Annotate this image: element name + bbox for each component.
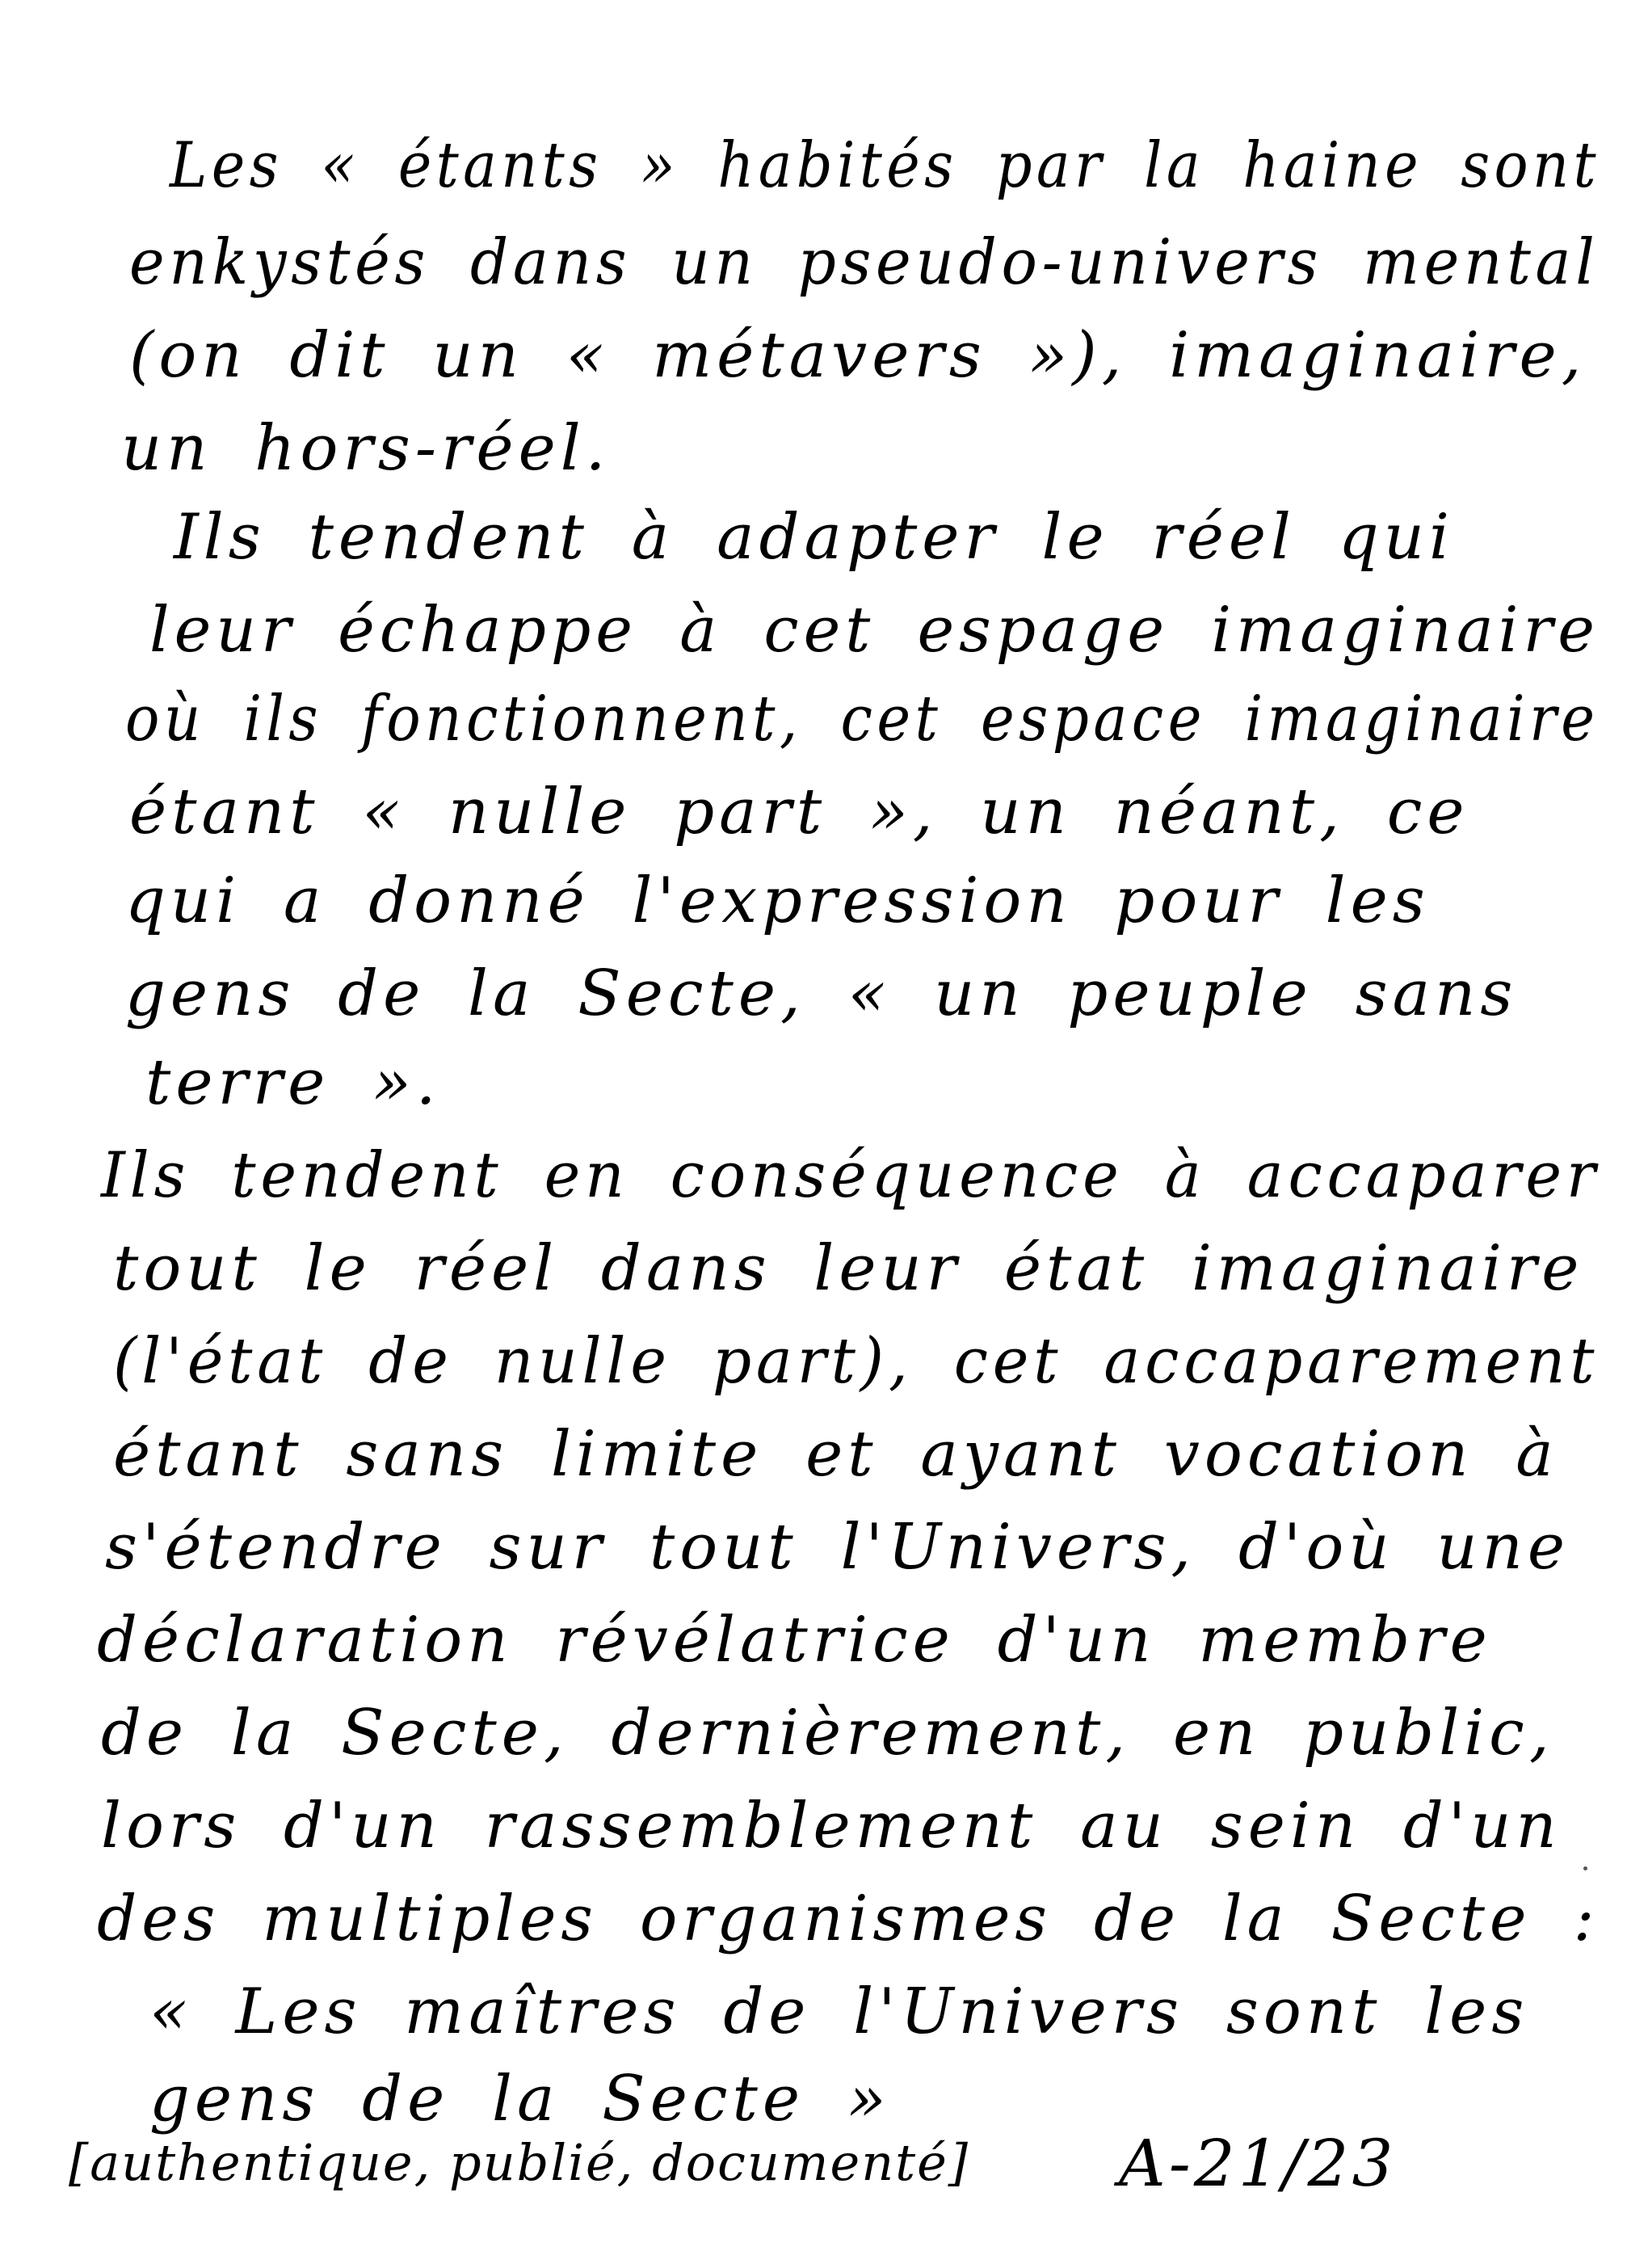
text-line-8: étant « nulle part », un néant, ce [129,776,1469,848]
text-line-9: qui a donné l'expression pour les [125,865,1430,937]
text-line-4: un hors-réel. [121,412,611,485]
text-line-1: Les « étants » habités par la haine sont [170,129,1601,202]
scan-speck [1583,1866,1587,1870]
text-line-10: gens de la Secte, « un peuple sans [125,957,1518,1030]
text-line-20: des multiples organismes de la Secte : [97,1883,1600,1955]
text-line-21: « Les maîtres de l'Univers sont les [149,1976,1529,2048]
text-line-14: (l'état de nulle part), cet accaparement [113,1325,1600,1398]
text-line-2: enkystés dans un pseudo-univers mental [129,226,1600,299]
text-line-22: gens de la Secte » [149,2063,891,2135]
text-line-3: (on dit un « métavers »), imaginaire, [129,319,1587,392]
text-line-18: de la Secte, dernièrement, en public, [101,1697,1554,1769]
text-line-13: tout le réel dans leur état imaginaire [113,1232,1584,1305]
page-number: A-21/23 [1119,2126,1397,2201]
text-line-11: terre ». [145,1046,441,1119]
footer-note: [authentique, publié, documenté] [69,2133,969,2192]
text-line-5: Ils tendent à adapter le réel qui [174,501,1454,574]
text-line-6: leur échappe à cet espage imaginaire [149,594,1600,667]
text-line-19: lors d'un rassemblement au sein d'un [101,1790,1562,1862]
text-line-12: Ils tendent en conséquence à accaparer [101,1139,1600,1212]
text-line-7: où ils fonctionnent, cet espace imaginaire [125,683,1600,755]
text-line-16: s'étendre sur tout l'Univers, d'où une [105,1511,1570,1584]
text-line-17: déclaration révélatrice d'un membre [97,1604,1492,1677]
text-line-15: étant sans limite et ayant vocation à [113,1418,1558,1491]
